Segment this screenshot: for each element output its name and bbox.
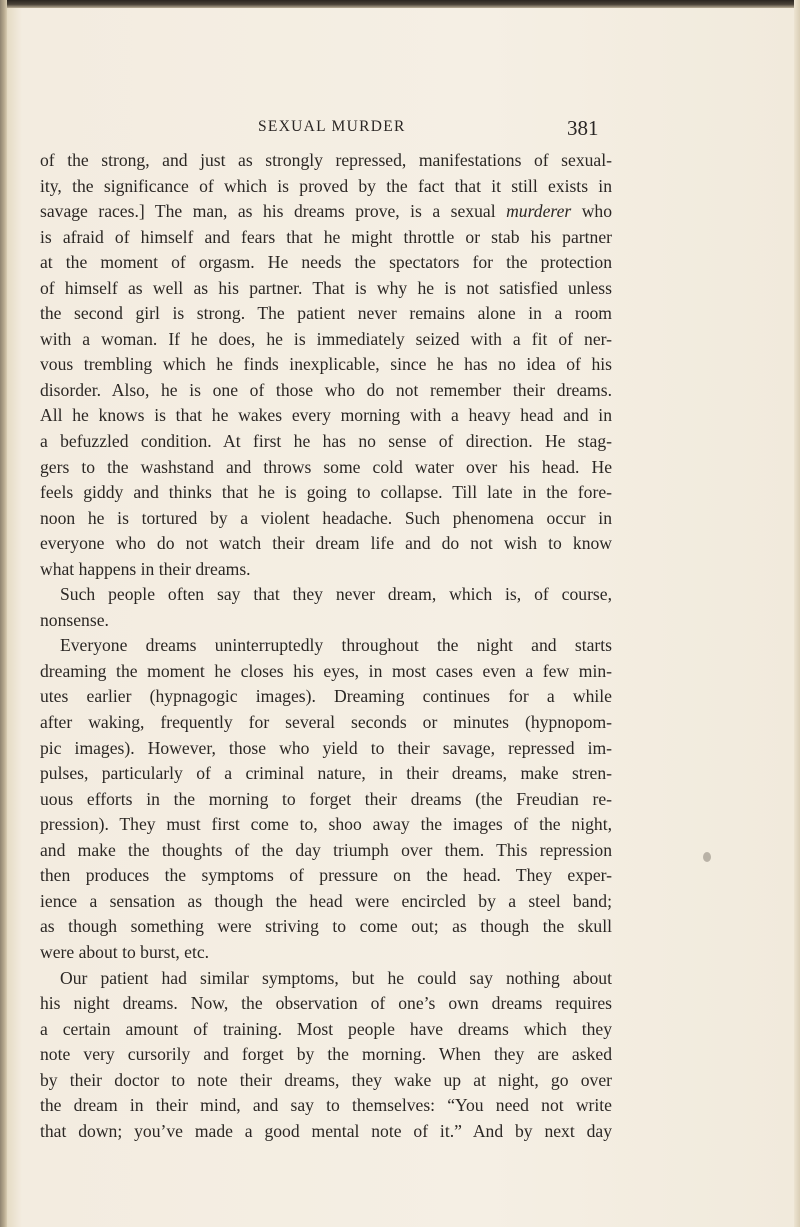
text-line [40, 812, 612, 838]
text-line-content: and make the thoughts of the day triumph over them. This repression [40, 839, 612, 860]
text-line [40, 1042, 612, 1068]
text-line [40, 710, 612, 736]
text-line [40, 148, 612, 174]
text-line-tail: who [571, 201, 613, 222]
text-line [40, 557, 612, 583]
text-line [40, 940, 612, 966]
body-text [40, 148, 612, 1144]
text-line-content: were about to burst, etc. [40, 941, 210, 962]
text-line-content: of the strong, and just as strongly repressed, manifestations of sexual- [40, 150, 612, 170]
text-line-content: his night dreams. Now, the observation of one’s own dreams requires [40, 993, 612, 1014]
text-line-content: ience a sensation as though the head were encircled by a steel band; [40, 890, 612, 911]
text-line-content: dreaming the moment he closes his eyes, in most cases even a few min- [40, 660, 612, 681]
text-line-content: of himself as well as his partner. That is why he is not satisfied unless [40, 277, 612, 298]
text-line-content: ity, the significance of which is proved by the fact that it still exists in [40, 175, 612, 196]
text-line-content: pression). They must first come to, shoo away the images of the night, [40, 814, 612, 835]
text-line-content: pic images). However, those who yield to their savage, repressed im- [40, 737, 612, 758]
text-line [40, 352, 612, 378]
text-line [40, 378, 612, 404]
text-line [40, 480, 612, 506]
text-line-content: Everyone dreams uninterruptedly throughout the night and starts [60, 635, 612, 656]
text-line-content: everyone who do not watch their dream life and do not wish to know [40, 533, 612, 554]
text-line [40, 429, 612, 455]
text-line [40, 327, 612, 353]
text-line [40, 787, 612, 813]
page-header [40, 116, 800, 146]
text-line-content: savage races.] The man, as his dreams prove, is a sexual [40, 201, 507, 222]
text-line-content: vous trembling which he finds inexplicable, since he has no idea of his [40, 354, 612, 375]
page-top-border [0, 0, 800, 8]
text-line-content: noon he is tortured by a violent headache. Such phenomena occur in [40, 507, 612, 528]
text-line-content: what happens in their dreams. [40, 558, 251, 579]
text-line [40, 1119, 612, 1145]
text-line-content: feels giddy and thinks that he is going to collapse. Till late in the fore- [40, 482, 612, 503]
text-line [40, 633, 612, 659]
text-line-content: after waking, frequently for several seconds or minutes (hypnopom- [40, 712, 612, 733]
text-line [40, 736, 612, 762]
text-line [40, 531, 612, 557]
running-head: SEXUAL MURDER [258, 118, 406, 135]
text-line [40, 225, 612, 251]
text-line [40, 863, 612, 889]
text-line [40, 1068, 612, 1094]
text-line-content: at the moment of orgasm. He needs the spectators for the protection [40, 252, 612, 273]
text-line-content: nonsense. [40, 609, 109, 630]
text-line-content: then produces the symptoms of pressure on the head. They exper- [40, 865, 612, 886]
text-line-content: by their doctor to note their dreams, they wake up at night, go over [40, 1069, 612, 1090]
text-line-content: as though something were striving to come out; as though the skull [40, 916, 612, 937]
italic-word: murderer [506, 201, 572, 222]
text-line [40, 276, 612, 302]
text-line-content: All he knows is that he wakes every morning with a heavy head and in [40, 405, 612, 426]
text-line-content: pulses, particularly of a criminal nature, in their dreams, make stren- [40, 763, 612, 784]
text-line [40, 1093, 612, 1119]
text-line [40, 455, 612, 481]
page-gutter-edge [0, 0, 7, 1227]
text-line-content: that down; you’ve made a good mental note of it.” And by next day [40, 1120, 612, 1141]
text-line [40, 991, 612, 1017]
text-line [40, 608, 612, 634]
text-line-content: uous efforts in the morning to forget their dreams (the Freudian re- [40, 788, 612, 809]
text-line-content: gers to the washstand and throws some cold water over his head. He [40, 456, 612, 477]
page-outer-edge [794, 0, 800, 1227]
text-line [40, 301, 612, 327]
text-line [40, 250, 612, 276]
text-line [40, 506, 612, 532]
text-line [40, 199, 612, 225]
text-line-content: the dream in their mind, and say to themselves: “You need not write [40, 1095, 612, 1116]
page-number: 381 [567, 116, 599, 140]
text-line [40, 403, 612, 429]
text-line-content: disorder. Also, he is one of those who do not remember their dreams. [40, 379, 612, 400]
text-line-content: a certain amount of training. Most people have dreams which they [40, 1018, 612, 1039]
text-line [40, 659, 612, 685]
text-line-content: the second girl is strong. The patient never remains alone in a room [40, 303, 612, 324]
text-line [40, 684, 612, 710]
text-line [40, 838, 612, 864]
text-line [40, 1017, 612, 1043]
text-line [40, 174, 612, 200]
text-line [40, 582, 612, 608]
text-line-content: a befuzzled condition. At first he has no sense of direction. He stag- [40, 431, 612, 452]
text-line-content: Such people often say that they never dream, which is, of course, [60, 584, 612, 605]
text-line [40, 914, 612, 940]
text-line [40, 966, 612, 992]
text-line [40, 889, 612, 915]
text-line-content: note very cursorily and forget by the morning. When they are asked [40, 1044, 612, 1065]
text-line [40, 761, 612, 787]
text-line-content: Our patient had similar symptoms, but he could say nothing about [60, 967, 612, 988]
text-line-content: is afraid of himself and fears that he might throttle or stab his partner [40, 226, 612, 247]
text-line-content: utes earlier (hypnagogic images). Dreaming continues for a while [40, 686, 612, 707]
text-line-content: with a woman. If he does, he is immediately seized with a fit of ner- [40, 328, 612, 349]
paper-speck [703, 852, 711, 862]
